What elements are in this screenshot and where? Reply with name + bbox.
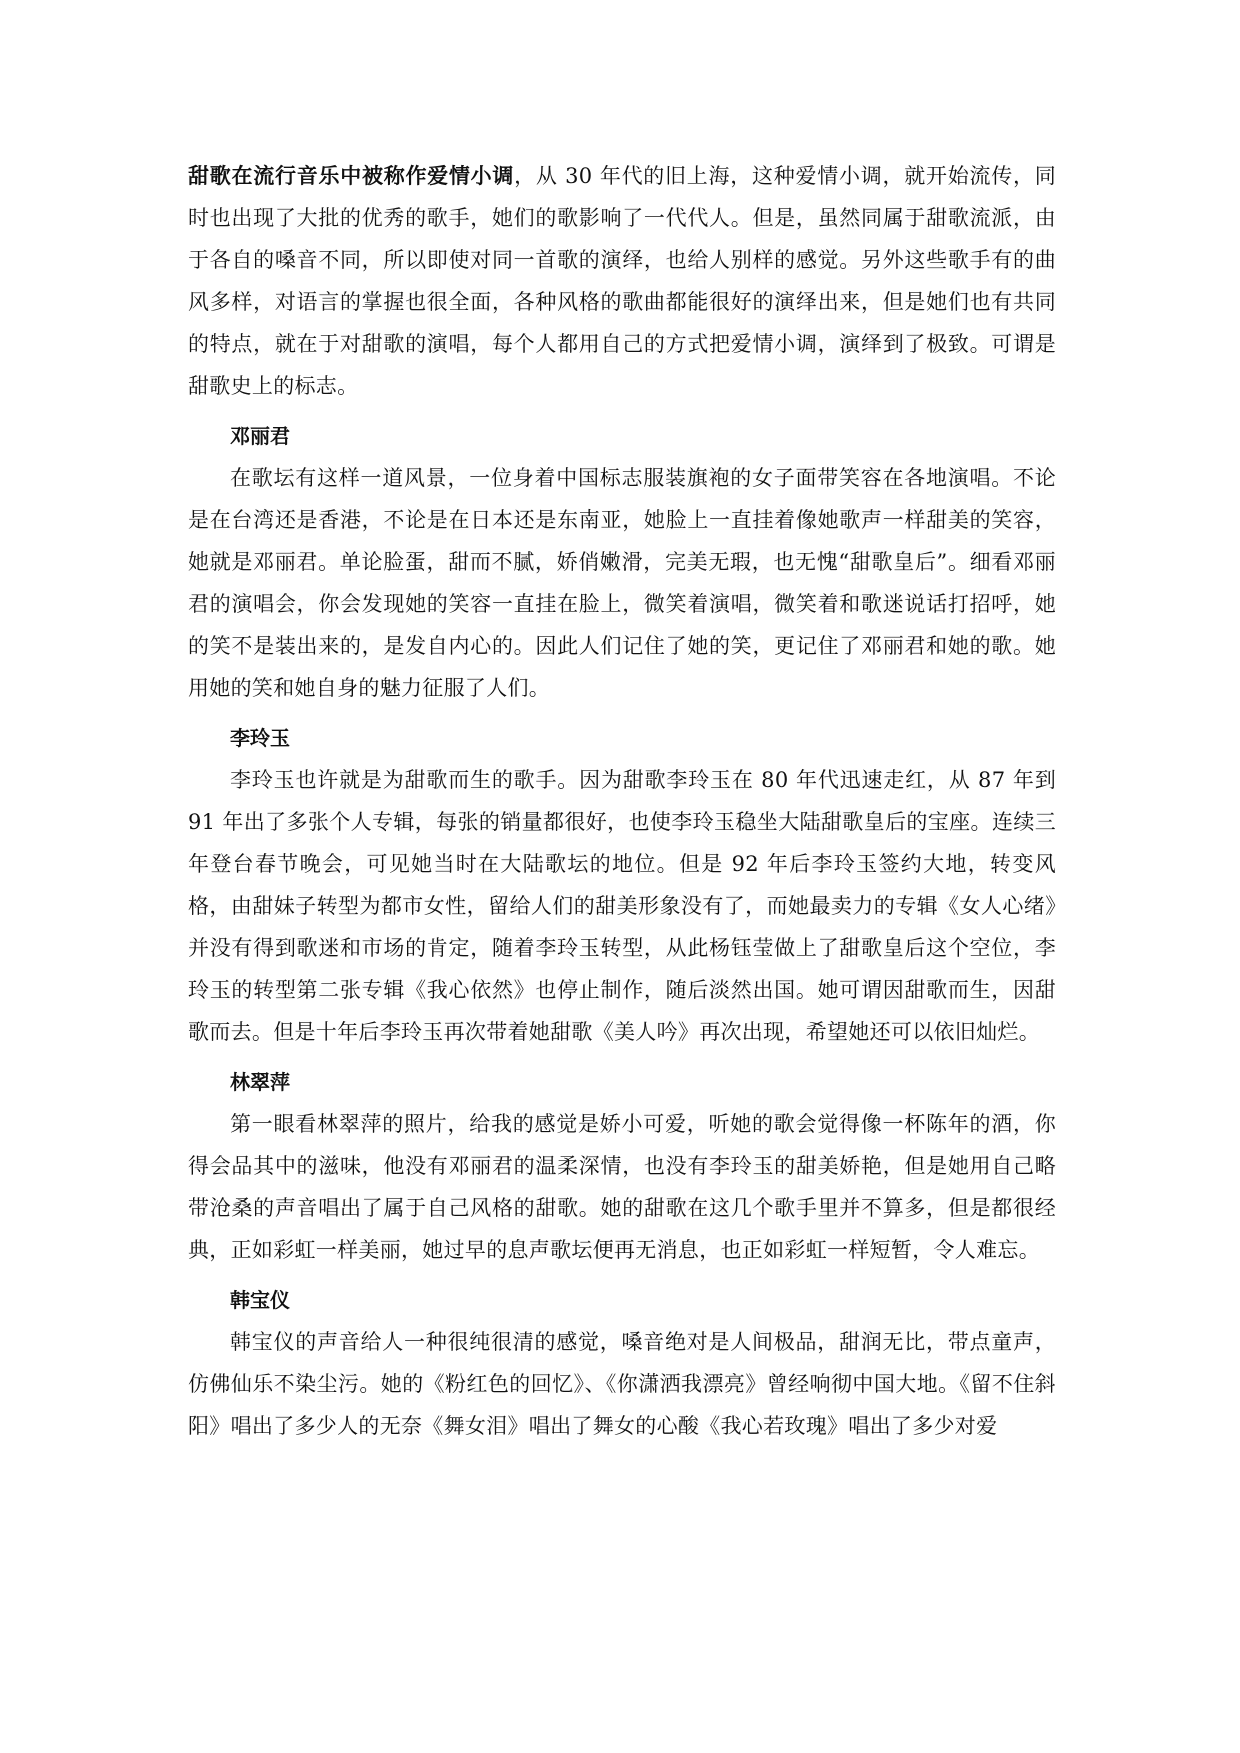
section-heading-lin-cuiping: 林翠萍: [230, 1070, 290, 1094]
document-page: [188, 155, 1056, 1447]
section-body-lin-cuiping: 第一眼看林翠萍的照片，给我的感觉是娇小可爱，听她的歌会觉得像一杯陈年的酒，你得会品其中的滋味，他没有邓丽君的温柔深情，也没有李玲玉的甜美娇艳，但是她用自己略带沧桑的声音唱出了属于自己风格的甜歌。她的甜歌在这几个歌手里并不算多，但是都很经典，正如彩虹一样美丽，她过早的息声歌坛便再无消息，也正如彩虹一样短暂，令人难忘。: [188, 1112, 1056, 1262]
section-heading-han-baoyi: 韩宝仪: [230, 1288, 290, 1312]
intro-bold-lead: 甜歌在流行音乐中被称作爱情小调: [188, 164, 515, 188]
section-body-han-baoyi: 韩宝仪的声音给人一种很纯很清的感觉，嗓音绝对是人间极品，甜润无比，带点童声，仿佛仙乐不染尘污。她的《粉红色的回忆》、《你潇洒我漂亮》曾经响彻中国大地。《留不住斜阳》唱出了多少人的无奈《舞女泪》唱出了舞女的心酸《我心若玫瑰》唱出了多少对爱: [188, 1330, 1056, 1438]
intro-text: ，从 30 年代的旧上海，这种爱情小调，就开始流传，同时也出现了大批的优秀的歌手，她们的歌影响了一代代人。但是，虽然同属于甜歌流派，由于各自的嗓音不同，所以即使对同一首歌的演绎，也给人别样的感觉。另外这些歌手有的曲风多样，对语言的掌握也很全面，各种风格的歌曲都能很好的演绎出来，但是她们也有共同的特点，就在于对甜歌的演唱，每个人都用自己的方式把爱情小调，演绎到了极致。可谓是甜歌史上的标志。: [188, 164, 1057, 398]
section-heading-deng-lijun: 邓丽君: [230, 424, 290, 448]
section-body-li-lingyu: 李玲玉也许就是为甜歌而生的歌手。因为甜歌李玲玉在 80 年代迅速走红，从 87 年到 91 年出了多张个人专辑，每张的销量都很好，也使李玲玉稳坐大陆甜歌皇后的宝座。连续三年登台春节晚会，可见她当时在大陆歌坛的地位。但是 92 年后李玲玉签约大地，转变风格，由甜妹子转型为都市女性，留给人们的甜美形象没有了，而她最卖力的专辑《女人心绪》并没有得到歌迷和市场的肯定，随着李玲玉转型，从此杨钰莹做上了甜歌皇后这个空位，李玲玉的转型第二张专辑《我心依然》也停止制作，随后淡然出国。她可谓因甜歌而生，因甜歌而去。但是十年后李玲玉再次带着她甜歌《美人吟》再次出现，希望她还可以依旧灿烂。: [188, 768, 1056, 1044]
section-heading-li-lingyu: 李玲玉: [230, 726, 290, 750]
intro-paragraph: [188, 155, 1056, 407]
section-body-deng-lijun: 在歌坛有这样一道风景，一位身着中国标志服装旗袍的女子面带笑容在各地演唱。不论是在台湾还是香港，不论是在日本还是东南亚，她脸上一直挂着像她歌声一样甜美的笑容，她就是邓丽君。单论脸蛋，甜而不腻，娇俏嫩滑，完美无瑕，也无愧“甜歌皇后”。细看邓丽君的演唱会，你会发现她的笑容一直挂在脸上，微笑着演唱，微笑着和歌迷说话打招呼，她的笑不是装出来的，是发自内心的。因此人们记住了她的笑，更记住了邓丽君和她的歌。她用她的笑和她自身的魅力征服了人们。: [188, 466, 1056, 700]
